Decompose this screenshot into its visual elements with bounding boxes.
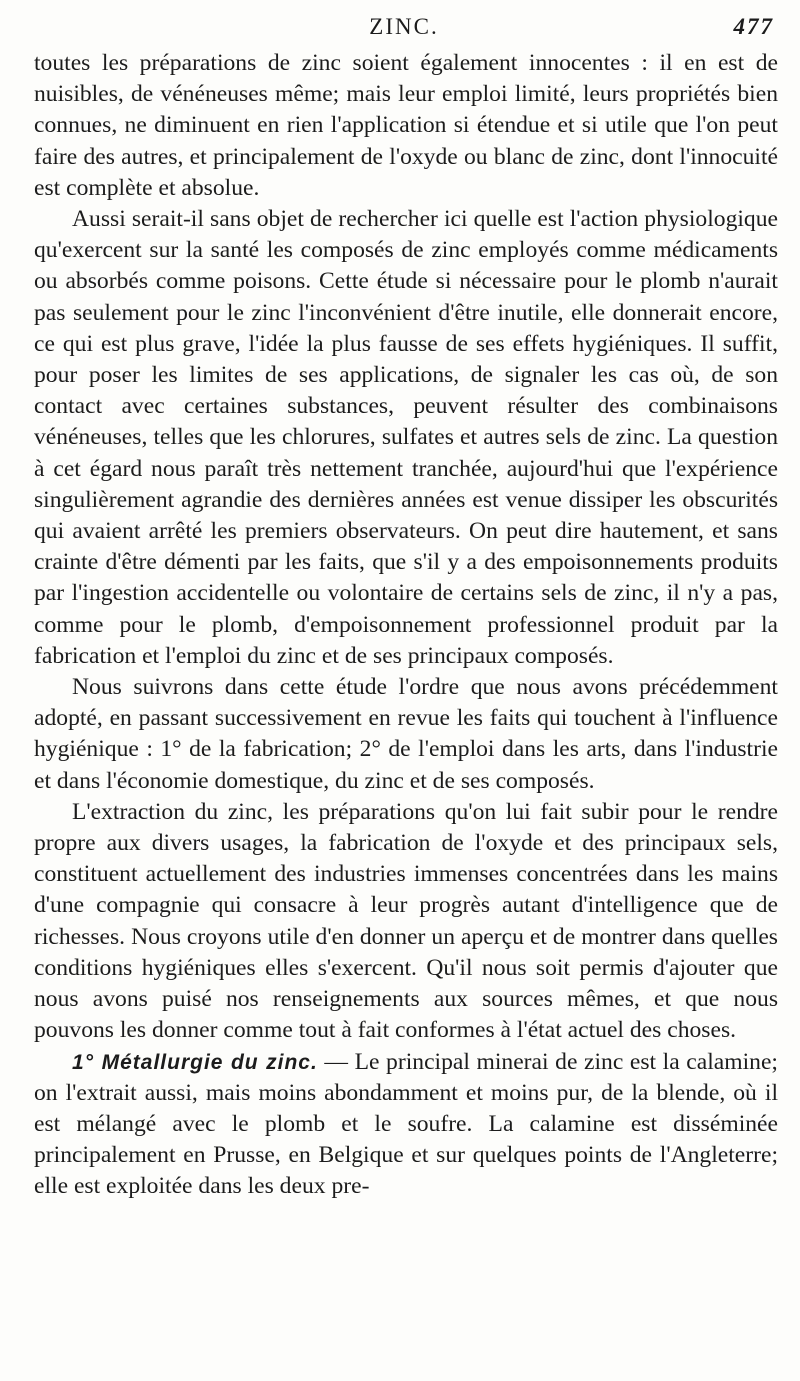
page-number: 477 xyxy=(733,14,774,39)
paragraph-physiological-action: Aussi serait-il sans objet de rechercher ici quelle est l'action physiologique qu'exercent sur la santé les composés de zinc employés comme médicaments ou absorbés comme poisons. Cette étude si nécessaire pour le plomb n'aurait pas seulement pour le zinc l'inconvénient d'être inutile, elle donnerait encore, ce qui est plus grave, l'idée la plus fausse de ses effets hygiéniques. Il suffit, pour poser les limites de ses applications, de signaler les cas où, de son contact avec certaines substances, peuvent résulter des combinaisons vénéneuses, telles que les chlorures, sulfates et autres sels de zinc. La question à cet égard nous paraît très nettement tranchée, aujourd'hui que l'expérience singulièrement agrandie des dernières années est venue dissiper les obscurités qui avaient arrêté les premiers observateurs. On peut dire hautement, et sans crainte d'être démenti par les faits, que s'il y a des empoisonnements produits par l'ingestion accidentelle ou volontaire de certains sels de zinc, il n'y a pas, comme pour le plomb, d'empoisonnement professionnel produit par la fabrication et l'emploi du zinc et de ses principaux composés. xyxy=(34,206,778,669)
running-head xyxy=(34,14,774,44)
section-paragraph-metallurgy xyxy=(34,1047,778,1203)
section-text: — Le principal minerai de zinc est la calamine; on l'extrait aussi, mais moins abondamment et moins pur, de la blende, où il est mélangé avec le plomb et le soufre. La calamine est disséminée principalement en Prusse, en Belgique et sur quelques points de l'Angleterre; elle est exploitée dans les deux pre- xyxy=(34,1048,778,1200)
paragraph-continuation: toutes les préparations de zinc soient également innocentes : il en est de nuisibles, de vénéneuses même; mais leur emploi limité, leurs propriétés bien connues, ne diminuent en rien l'application si étendue et si utile que l'on peut faire des autres, et principalement de l'oxyde ou blanc de zinc, dont l'innocuité est complète et absolue. xyxy=(34,50,778,201)
paragraph-study-order: Nous suivrons dans cette étude l'ordre que nous avons précédemment adopté, en passant successivement en revue les faits qui touchent à l'influence hygiénique : 1° de la fabrication; 2° de l'emploi dans les arts, dans l'industrie et dans l'économie domestique, du zinc et de ses composés. xyxy=(34,674,778,794)
paragraph-zinc-industry: L'extraction du zinc, les préparations qu'on lui fait subir pour le rendre propre aux divers usages, la fabrication de l'oxyde et des principaux sels, constituent actuellement des industries immenses concentrées dans les mains d'une compagnie qui consacre à leur progrès autant d'intelligence que de richesses. Nous croyons utile d'en donner un aperçu et de montrer dans quelles conditions hygiéniques elles s'exercent. Qu'il nous soit permis d'ajouter que nous avons puisé nos renseignements aux sources mêmes, et que nous pouvons les donner comme tout à fait conformes à l'état actuel des choses. xyxy=(34,798,778,1044)
running-title: ZINC. xyxy=(369,14,439,39)
section-heading: 1° Métallurgie du zinc. xyxy=(72,1050,318,1074)
body-text xyxy=(34,48,778,1203)
